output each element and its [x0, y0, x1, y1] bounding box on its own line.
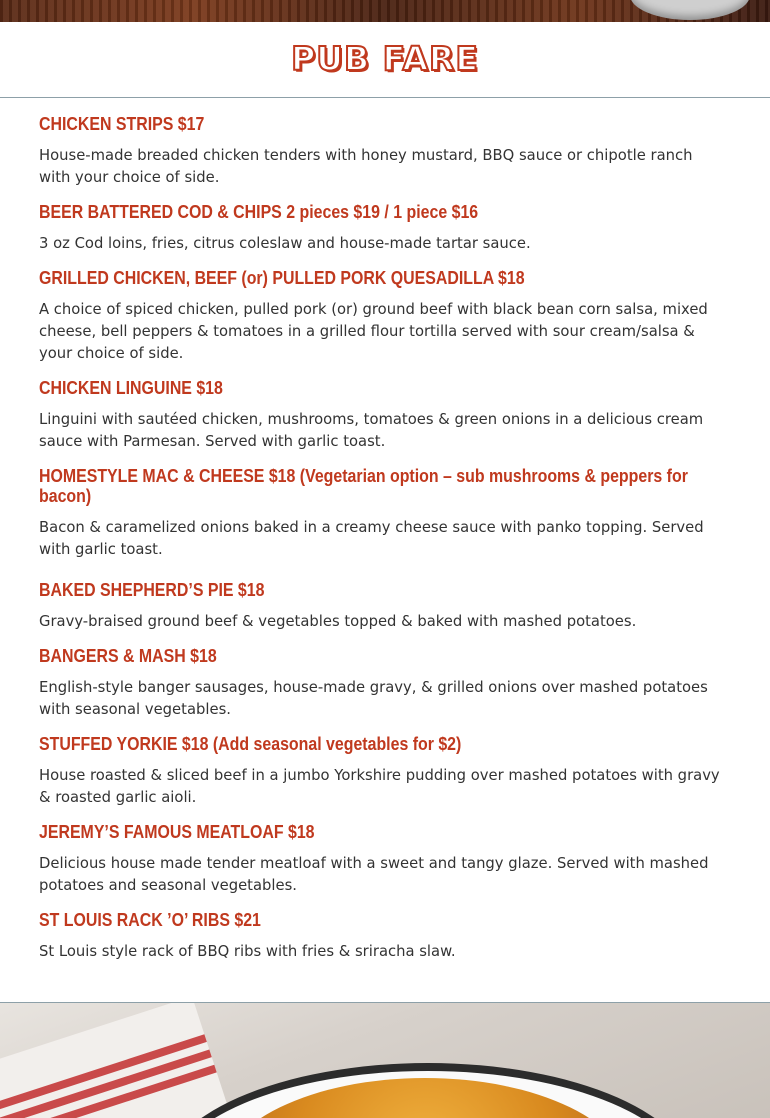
- menu-item: [39, 466, 729, 560]
- top-food-photo: [0, 0, 770, 22]
- menu-item: [39, 114, 729, 188]
- menu-item-description: House-made breaded chicken tenders with honey mustard, BBQ sauce or chipotle ranch with your choice of side.: [39, 146, 693, 186]
- menu-item-name: GRILLED CHICKEN, BEEF (or) PULLED PORK QUESADILLA $18: [39, 267, 525, 288]
- menu-list: [39, 114, 729, 976]
- menu-item: [39, 646, 729, 720]
- menu-item: [39, 910, 729, 962]
- menu-item: [39, 580, 729, 632]
- menu-item: [39, 734, 729, 808]
- page-title: PUB FARE: [291, 39, 479, 78]
- bottom-food-photo: [0, 1002, 770, 1118]
- menu-item-description: Bacon & caramelized onions baked in a creamy cheese sauce with panko topping. Served with garlic toast.: [39, 518, 704, 558]
- menu-item-name: BEER BATTERED COD & CHIPS 2 pieces $19 / 1 piece $16: [39, 201, 479, 222]
- menu-item-name: BAKED SHEPHERD’S PIE $18: [39, 579, 265, 600]
- menu-item: [39, 378, 729, 452]
- menu-item: [39, 202, 729, 254]
- menu-item: [39, 822, 729, 896]
- title-band: [0, 22, 770, 98]
- menu-item-name: ST LOUIS RACK ’O’ RIBS $21: [39, 909, 261, 930]
- menu-item-name: CHICKEN STRIPS $17: [39, 113, 205, 134]
- menu-item-name: BANGERS & MASH $18: [39, 645, 217, 666]
- napkin-image: [0, 1002, 235, 1118]
- menu-item-name: STUFFED YORKIE $18 (Add seasonal vegetables for $2): [39, 733, 462, 754]
- menu-item: [39, 268, 729, 364]
- menu-item-name: HOMESTYLE MAC & CHEESE $18 (Vegetarian option – sub mushrooms & peppers for bacon): [39, 465, 688, 506]
- menu-item-description: St Louis style rack of BBQ ribs with fries & sriracha slaw.: [39, 942, 456, 960]
- menu-item-description: Gravy-braised ground beef & vegetables topped & baked with mashed potatoes.: [39, 612, 637, 630]
- menu-item-description: Linguini with sautéed chicken, mushrooms, tomatoes & green onions in a delicious cream sauce with Parmesan. Served with garlic toast.: [39, 410, 704, 450]
- menu-item-name: CHICKEN LINGUINE $18: [39, 377, 223, 398]
- menu-item-description: House roasted & sliced beef in a jumbo Yorkshire pudding over mashed potatoes with gravy & roasted garlic aioli.: [39, 766, 720, 806]
- menu-item-description: 3 oz Cod loins, fries, citrus coleslaw and house-made tartar sauce.: [39, 234, 531, 252]
- menu-item-description: A choice of spiced chicken, pulled pork (or) ground beef with black bean corn salsa, mixed cheese, bell peppers & tomatoes in a grilled flour tortilla served with sour cream/salsa & your choice of side.: [39, 300, 708, 362]
- menu-item-description: English-style banger sausages, house-made gravy, & grilled onions over mashed potatoes with seasonal vegetables.: [39, 678, 708, 718]
- menu-item-description: Delicious house made tender meatloaf with a sweet and tangy glaze. Served with mashed potatoes and seasonal vegetables.: [39, 854, 709, 894]
- menu-item-name: JEREMY’S FAMOUS MEATLOAF $18: [39, 821, 315, 842]
